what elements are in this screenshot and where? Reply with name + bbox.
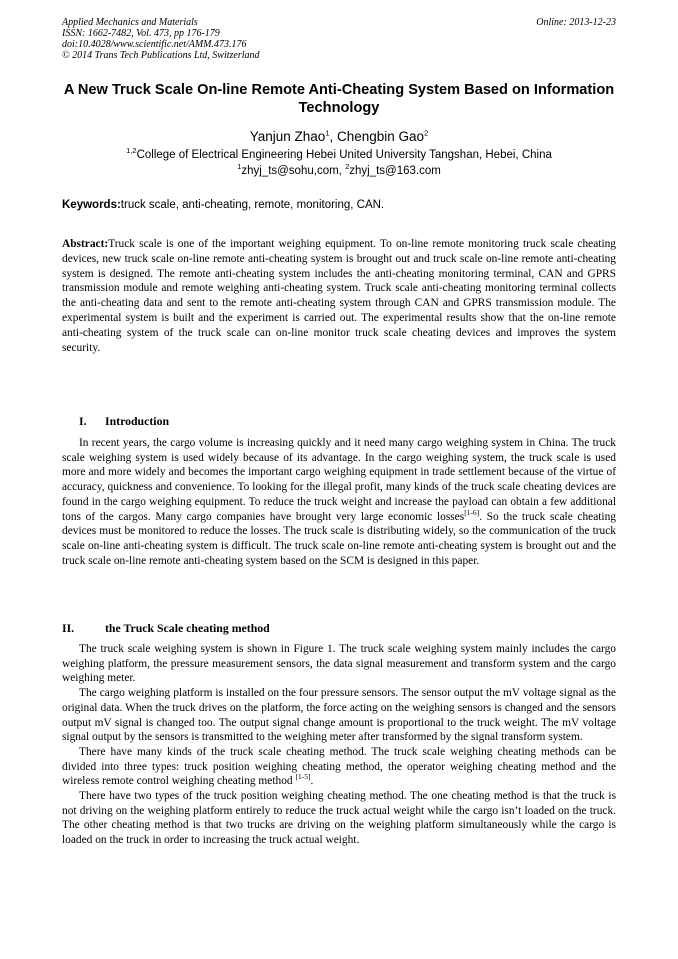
journal-copyright: © 2014 Trans Tech Publications Ltd, Switzerland: [62, 50, 260, 61]
author-2-sup: 2: [424, 128, 429, 138]
section-1-heading: [62, 414, 616, 429]
affiliation-text: College of Electrical Engineering Hebei United University Tangshan, Hebei, China: [136, 149, 552, 161]
section-2-paragraph-4: There have two types of the truck position weighing cheating method. The one cheating method is that the truck is not driving on the weighing platform entirely to reduce the truck actual weight while the cargo isn’t loaded on the truck. The other cheating method is that two trucks are driving on the weighing platform simultaneously while the cargo is loaded on the truck in order to increasing the truck actual weight.: [62, 790, 616, 847]
abstract-label: Abstract:: [62, 238, 109, 250]
author-line: [62, 129, 616, 145]
section-2-heading: [62, 621, 616, 636]
keywords: [62, 198, 616, 213]
citation-ref: [1-5]: [295, 772, 311, 782]
affiliation-sup: 1,2: [126, 146, 137, 156]
section-1-body: [62, 436, 616, 568]
author-1: Yanjun Zhao: [249, 129, 326, 144]
section-2-p3-text-a: There have many kinds of the truck scale cheating method. The truck scale weighing cheating methods can be divided into three types: truck position weighing cheating method, the operator weighing cheating method and the wireless remote control weighing cheating method: [62, 745, 616, 788]
email-1: zhyj_ts@sohu,com,: [241, 165, 346, 177]
section-2-paragraph-1: The truck scale weighing system is shown in Figure 1. The truck scale weighing system mainly includes the cargo weighing platform, the pressure measurement sensors, the data signal measurement and transform system and the cargo weighing meter.: [62, 643, 616, 685]
abstract-text: Truck scale is one of the important weighing equipment. To on-line remote monitoring truck scale cheating devices, new truck scale on-line remote anti-cheating system is brought out and truck scale on-line remote anti-cheating system is designed. The remote anti-cheating system includes the anti-cheating monitoring terminal, CAN and GPRS transmission module and remote weighing anti-cheating system. Truck scale anti-cheating monitoring terminal collects the anti-cheating data and sent to the remote anti-cheating system through CAN and GPRS transmission module. The experimental system is built and the experiment is carried out. The experimental results show that the on-line remote anti-cheating system of the truck scale can on-line monitor truck scale cheating devices and improves the system security.: [62, 238, 616, 354]
section-1-paragraph: [62, 436, 616, 568]
section-1-text-b: . So the truck scale cheating devices must be monitored to reduce the losses. The truck scale is distributing widely, so the communication of the truck scale on-line anti-cheating system is difficult. The truck scale on-line remote anti-cheating system is brought out and the truck scale on-line remote anti-cheating system based on the SCM is designed in this paper.: [62, 510, 616, 567]
author-1-sup: 1: [325, 128, 330, 138]
section-1-text-a: In recent years, the cargo volume is increasing quickly and it need many cargo weighing system in China. The truck scale weighing system is used widely because of its advantage. In the cargo weighing system, the truck scale is used more and more widely and becomes the important cargo weighing equipment in trade settlement because of the virtue of accuracy, quickness and convenience. To looking for the illegal profit, many kinds of the truck scale cheating devices are found in the cargo weighing equipment. To reduce the truck weight and increase the payload can obtain a few additional tons of the cargos. Many cargo companies have brought very large economic losses: [62, 437, 616, 523]
citation-ref: [1-6]: [464, 507, 480, 517]
journal-header: [62, 17, 616, 61]
section-2-paragraph-3: [62, 745, 616, 789]
paper-title: A New Truck Scale On-line Remote Anti-Cheating System Based on Information Technology: [63, 82, 615, 116]
section-2-paragraph-2: The cargo weighing platform is installed on the four pressure sensors. The sensor output the mV voltage signal as the original data. When the truck drives on the platform, the force acting on the weighing sensors is changed and the sensors output mV signal is changed too. The output signal change amount is proportional to the truck weight. The mV voltage signal output by the sensors is transmitted to the weighing meter after transformed by the signal transform system.: [62, 687, 616, 744]
section-1-title: Introduction: [105, 414, 170, 428]
abstract: [62, 237, 616, 355]
journal-issn: ISSN: 1662-7482, Vol. 473, pp 176-179: [62, 28, 220, 39]
keywords-text: truck scale, anti-cheating, remote, monitoring, CAN.: [120, 199, 385, 211]
keywords-label: Keywords:: [62, 199, 121, 211]
section-2-p3-text-b: .: [310, 775, 314, 788]
email-2: zhyj_ts@163.com: [349, 165, 441, 177]
email-1-sup: 1: [237, 162, 242, 172]
journal-name: Applied Mechanics and Materials: [62, 17, 198, 28]
journal-doi: doi:10.4028/www.scientific.net/AMM.473.176: [62, 39, 247, 50]
section-2-body: [62, 642, 616, 848]
author-separator: ,: [329, 129, 337, 144]
section-1-number: I.: [79, 414, 87, 428]
section-2-number: II.: [62, 621, 75, 635]
affiliation: [62, 148, 616, 163]
section-2-title: the Truck Scale cheating method: [105, 621, 270, 635]
online-date: Online: 2013-12-23: [536, 17, 616, 28]
author-2: Chengbin Gao: [337, 129, 425, 144]
email-line: [62, 164, 616, 179]
email-2-sup: 2: [345, 162, 350, 172]
